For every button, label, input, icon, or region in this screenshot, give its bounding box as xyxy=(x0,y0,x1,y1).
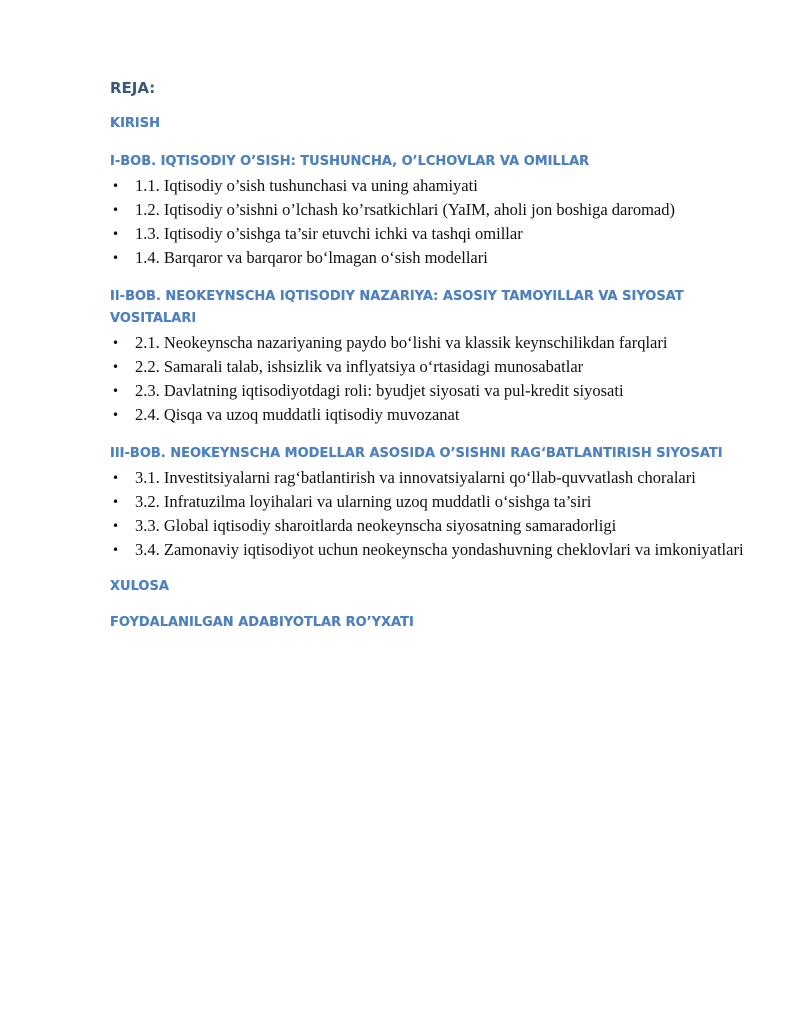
document-page xyxy=(110,72,750,634)
chapter-1-heading: I-BOB. IQTISODIY O’SISH: TUSHUNCHA, O’LCHOVLAR VA OMILLAR xyxy=(110,154,590,169)
list-item xyxy=(110,355,750,379)
chapter-1-list xyxy=(110,174,750,270)
list-item xyxy=(110,379,750,403)
chapter-2-list xyxy=(110,331,750,427)
list-item-text: 2.4. Qisqa va uzoq muddatli iqtisodiy muvozanat xyxy=(135,405,460,424)
conclusion-heading: XULOSA xyxy=(110,579,169,594)
list-item-text: 2.1. Neokeynscha nazariyaning paydo bo‘lishi va klassik keynschilikdan farqlari xyxy=(135,333,668,352)
chapter-3-list xyxy=(110,466,750,562)
list-item-text: 1.1. Iqtisodiy o’sish tushunchasi va uning ahamiyati xyxy=(135,176,478,195)
list-item xyxy=(110,331,750,355)
list-item xyxy=(110,174,750,198)
chapter-3-heading: III-BOB. NEOKEYNSCHA MODELLAR ASOSIDA O’SISHNI RAG‘BATLANTIRISH SIYOSATI xyxy=(110,446,723,461)
list-item-text: 3.4. Zamonaviy iqtisodiyot uchun neokeynscha yondashuvning cheklovlari va imkoniyatlari xyxy=(135,540,744,559)
list-item-text: 2.2. Samarali talab, ishsizlik va inflyatsiya o‘rtasidagi munosabatlar xyxy=(135,357,584,376)
list-item-text: 2.3. Davlatning iqtisodiyotdagi roli: byudjet siyosati va pul-kredit siyosati xyxy=(135,381,624,400)
list-item xyxy=(110,514,750,538)
bullet-icon: • xyxy=(112,203,120,217)
list-item-text: 1.3. Iqtisodiy o’sishga ta’sir etuvchi ichki va tashqi omillar xyxy=(135,224,523,243)
chapter-2-heading: II-BOB. NEOKEYNSCHA IQTISODIY NAZARIYA: ASOSIY TAMOYILLAR VA SIYOSAT VOSITALARI xyxy=(110,289,684,326)
list-item xyxy=(110,538,750,562)
list-item-text: 3.1. Investitsiyalarni rag‘batlantirish va innovatsiyalarni qo‘llab-quvvatlash choralari xyxy=(135,468,696,487)
list-item xyxy=(110,198,750,222)
bullet-icon: • xyxy=(112,227,120,241)
list-item-text: 1.4. Barqaror va barqaror bo‘lmagan o‘sish modellari xyxy=(135,248,488,267)
references-heading: FOYDALANILGAN ADABIYOTLAR RO’YXATI xyxy=(110,615,414,630)
list-item xyxy=(110,222,750,246)
bullet-icon: • xyxy=(112,360,120,374)
list-item-text: 3.2. Infratuzilma loyihalari va ularning uzoq muddatli o‘sishga ta’siri xyxy=(135,492,592,511)
plan-title: REJA: xyxy=(110,79,156,97)
bullet-icon: • xyxy=(112,408,120,422)
list-item-text: 1.2. Iqtisodiy o’sishni o’lchash ko’rsatkichlari (YaIM, aholi jon boshiga daromad) xyxy=(135,200,675,219)
list-item xyxy=(110,246,750,270)
list-item-text: 3.3. Global iqtisodiy sharoitlarda neokeynscha siyosatning samaradorligi xyxy=(135,516,617,535)
intro-heading: KIRISH xyxy=(110,116,161,131)
bullet-icon: • xyxy=(112,471,120,485)
bullet-icon: • xyxy=(112,384,120,398)
list-item xyxy=(110,490,750,514)
bullet-icon: • xyxy=(112,336,120,350)
bullet-icon: • xyxy=(112,179,120,193)
bullet-icon: • xyxy=(112,495,120,509)
list-item xyxy=(110,403,750,427)
list-item xyxy=(110,466,750,490)
bullet-icon: • xyxy=(112,251,120,265)
bullet-icon: • xyxy=(112,543,120,557)
bullet-icon: • xyxy=(112,519,120,533)
